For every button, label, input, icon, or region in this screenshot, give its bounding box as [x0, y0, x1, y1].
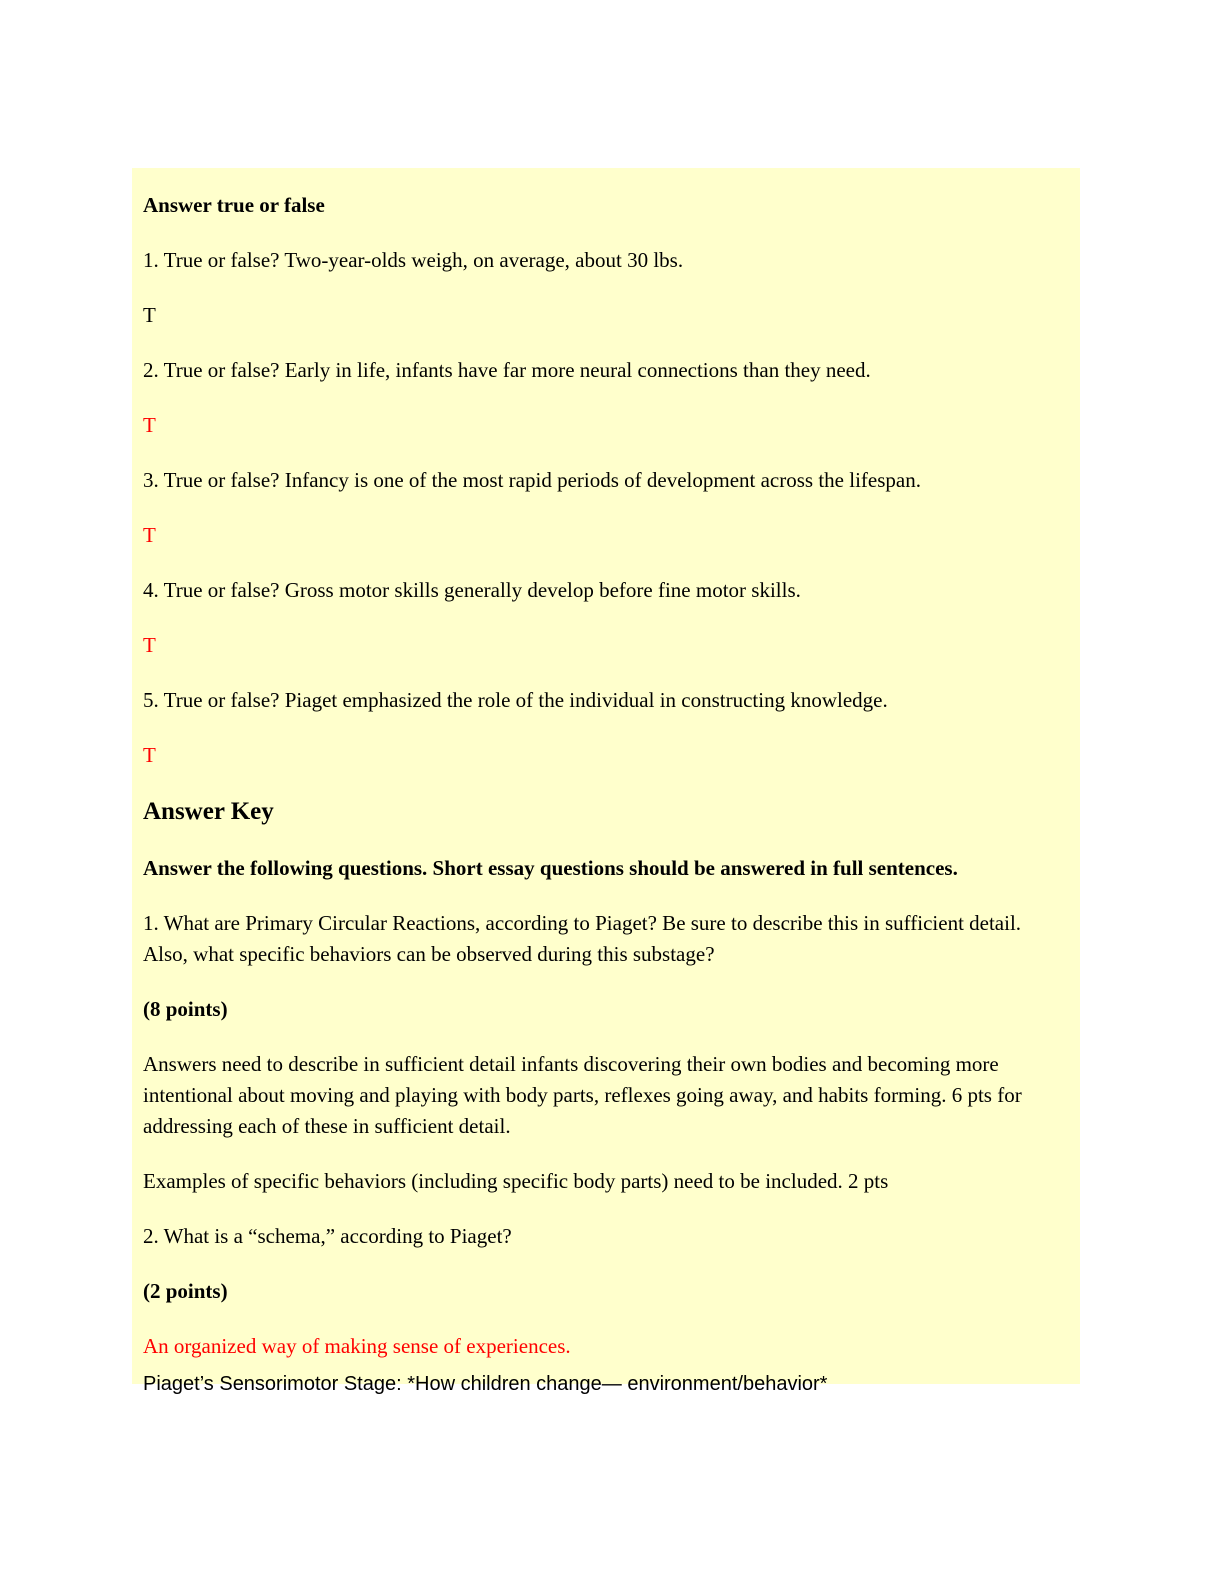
essay-question-1-answer-paragraph-2: Examples of specific behaviors (including specific body parts) need to be included. 2 pts	[143, 1169, 889, 1193]
true-false-answer-5: T	[143, 743, 156, 767]
true-false-question-3: 3. True or false? Infancy is one of the most rapid periods of development across the lifespan.	[143, 468, 921, 492]
spacer	[143, 551, 1070, 575]
spacer	[143, 829, 1070, 853]
true-false-answer-2: T	[143, 413, 156, 437]
spacer	[143, 1307, 1070, 1331]
true-false-question-2: 2. True or false? Early in life, infants have far more neural connections than they need.	[143, 358, 871, 382]
spacer	[143, 884, 1070, 908]
spacer	[143, 496, 1070, 520]
spacer	[143, 221, 1070, 245]
spacer	[143, 386, 1070, 410]
spacer	[143, 441, 1070, 465]
spacer	[143, 1142, 1070, 1166]
document-body-column	[132, 168, 1080, 1384]
true-false-question-4: 4. True or false? Gross motor skills generally develop before fine motor skills.	[143, 578, 801, 602]
true-false-answer-3: T	[143, 523, 156, 547]
essay-question-1-prompt: 1. What are Primary Circular Reactions, according to Piaget? Be sure to describe this in sufficient detail. Also, what specific behaviors can be observed during this substage?	[143, 911, 1022, 966]
spacer	[143, 331, 1070, 355]
true-false-question-5: 5. True or false? Piaget emphasized the role of the individual in constructing knowledge.	[143, 688, 888, 712]
spacer	[143, 1252, 1070, 1276]
footer-note: Piaget’s Sensorimotor Stage: *How children change— environment/behavior*	[143, 1373, 828, 1395]
spacer	[143, 1025, 1070, 1049]
answer-key-instructions: Answer the following questions. Short essay questions should be answered in full sentences.	[143, 856, 958, 880]
true-false-answer-4: T	[143, 633, 156, 657]
answer-key-heading: Answer Key	[143, 798, 274, 825]
true-false-question-1: 1. True or false? Two-year-olds weigh, on average, about 30 lbs.	[143, 248, 684, 272]
true-false-section-heading: Answer true or false	[143, 193, 325, 217]
true-false-answer-1: T	[143, 303, 156, 327]
spacer	[143, 1197, 1070, 1221]
spacer	[143, 716, 1070, 740]
spacer	[143, 970, 1070, 994]
highlighted-answer-key-block	[132, 168, 1080, 1384]
spacer-top	[143, 168, 1070, 190]
spacer	[143, 661, 1070, 685]
spacer	[143, 276, 1070, 300]
essay-question-2-points: (2 points)	[143, 1279, 228, 1303]
essay-question-1-points: (8 points)	[143, 997, 228, 1021]
essay-question-2-answer: An organized way of making sense of experiences.	[143, 1334, 571, 1358]
essay-question-1-answer-paragraph-1: Answers need to describe in sufficient detail infants discovering their own bodies and becoming more intentional about moving and playing with body parts, reflexes going away, and habits forming. 6 pts for addressing each of these in sufficient detail.	[143, 1052, 1022, 1138]
essay-question-2-prompt: 2. What is a “schema,” according to Piaget?	[143, 1224, 512, 1248]
spacer	[143, 606, 1070, 630]
spacer	[143, 771, 1070, 795]
